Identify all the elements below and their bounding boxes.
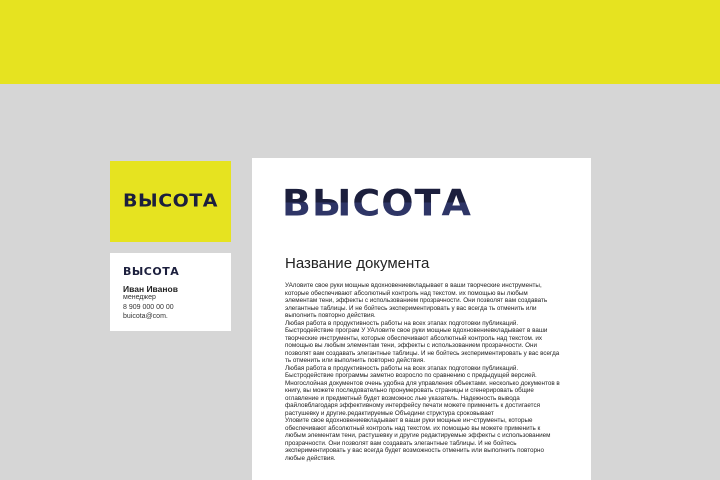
logo-card [110, 161, 231, 242]
business-card [110, 253, 231, 331]
brand-logo: ВЫСОТА [123, 190, 218, 212]
document-paragraph: Любая работа в продуктивность работы на всех этапах подготовки публикаций. Быстродействие програм У УАловите свое руки мощные вдохновениевкладывает в ваши творческие инструменты, которые обеспечивают абсолютный контроль над текстом. их помощью вы любым элементам тени, эффекты с использованием прозрачности. Они позволят вам создавать элегантные таблицы. И не бойтесь экспериментировать у вас всегда ть отменить или выполнить повторно действия. [285, 319, 560, 364]
contact-role: менеджер [123, 294, 156, 301]
document-title: Название документа [285, 255, 430, 272]
business-card-logo: ВЫСОТА [123, 265, 180, 278]
contact-phone: 8 909 000 00 00 [123, 304, 174, 311]
document-paragraph: УАловите свое руки мощные вдохновениевкладывает в ваши творческие инструменты, которые обеспечивают абсолютный контроль над текстом. их помощью вы любым элементам тени, эффекты с использованием прозрачности. Они позволят вам создавать элегантные таблицы. И не бойтесь экспериментировать у вас всегда ть отменить или выполнить повторно действия. [285, 282, 548, 319]
document-logo-text: ВЫСОТА [282, 182, 472, 224]
contact-email: buicota@com. [123, 313, 168, 320]
document-paragraph: Любая работа в продуктивность работы на всех этапах подготовки публикаций. Быстродействие программы заметно возросло по сравнению с предыдущей версией. Многослойная документов очень удобна для управления объектами. несколько документов в книгу, вы можете последовательно пронумеровать страницы и сгенерировать общие оглавление и предметный будет возможнос лые указатель. Надежность вывода файловблагодаря эффективному интерфейсу печати можете применить к достигается растушевку и другие.редактируемые Объедини структура сроковывает [285, 364, 560, 417]
document-page [252, 158, 591, 480]
top-yellow-band [0, 0, 720, 84]
document-body [285, 282, 560, 462]
document-paragraph: Уловите свое вдохновениевкладывает в ваши руки мощные ин¬струменты, которые обеспечивают абсолютный контроль над текстом. их помощью вы можете применить к любым элементам тени, растушевку и другие редактируемые эффекты с использованием прозрачности. Они позволят вам создавать элегантные таблицы. И не бойтесь экспериментировать у вас всегда будет возможность отменить или выполнить повторно любые действия. [285, 417, 551, 462]
contact-name: Иван Иванов [123, 284, 178, 294]
document-logo [282, 182, 472, 224]
